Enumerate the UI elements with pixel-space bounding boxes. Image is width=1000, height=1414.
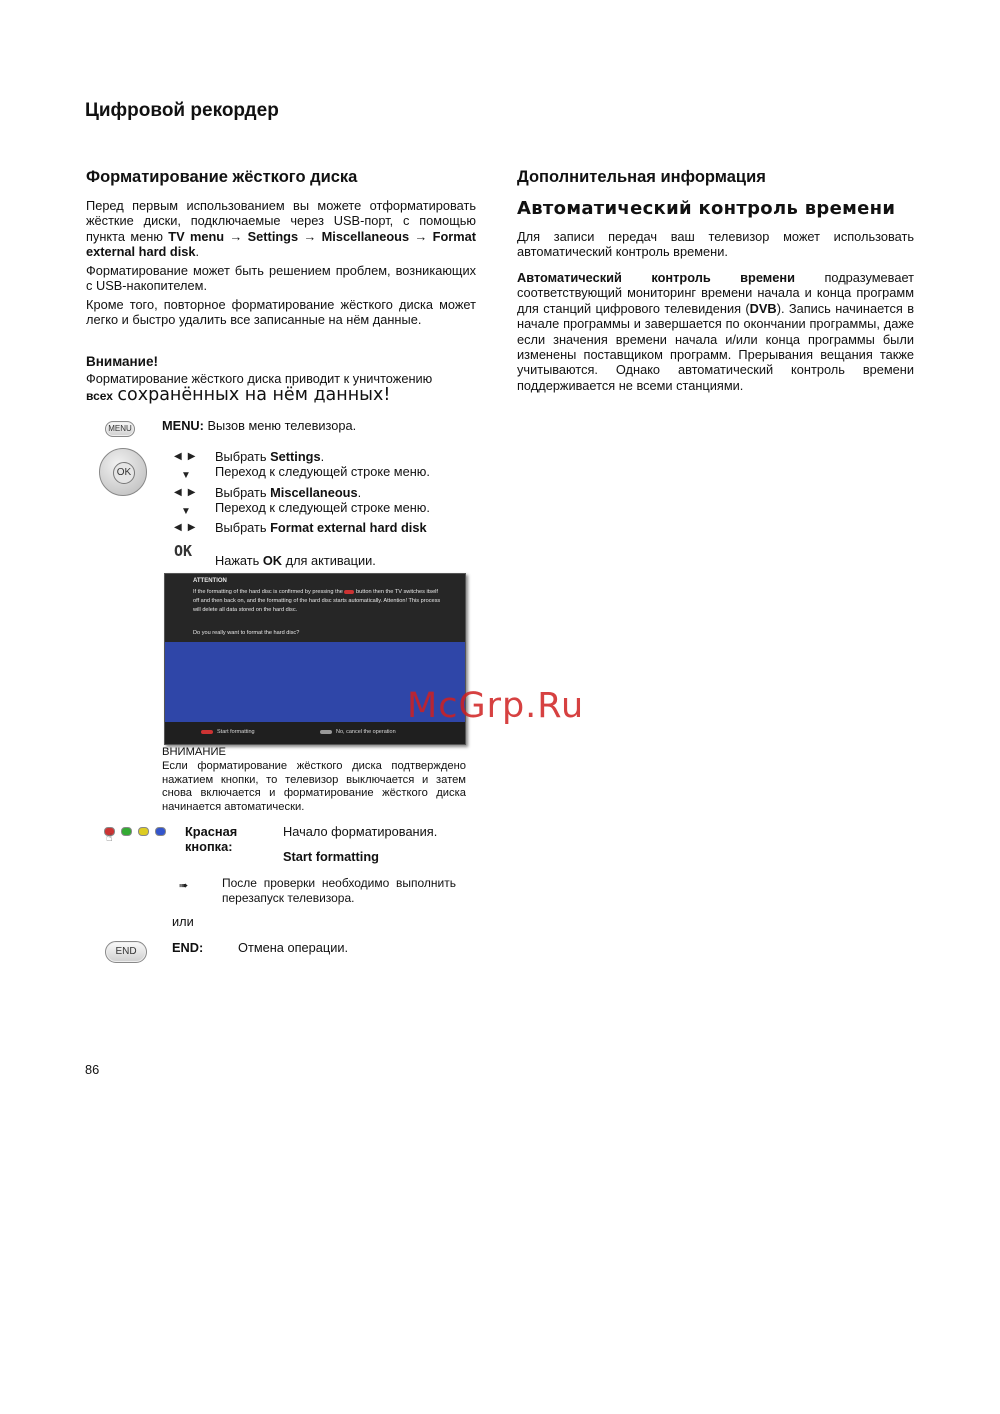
red-bold: Start formatting [283, 849, 379, 864]
intro-end: . [195, 244, 200, 260]
select-prefix: Выбрать [215, 520, 271, 535]
right-paragraph-1: Для записи передач ваш телевизор может использовать автоматический контроль времени. [517, 229, 914, 260]
select-prefix: Выбрать [215, 449, 271, 464]
right-subheading: Автоматический контроль времени [517, 198, 896, 219]
left-right-arrows-icon: ◀▶ [174, 487, 202, 498]
caption-text: Если форматирование жёсткого диска подтверждено нажатием кнопки, то телевизор выключается и затем снова включается и форматирование жёсткого диска начинается автоматически. [162, 760, 466, 813]
yellow-dot-icon [138, 827, 149, 836]
tv-body-b: button then the TV switches itself off and then back on, and the formatting of the hard disc starts automatically. Attention! This process will delete all data stored on the hard disc. [193, 589, 441, 613]
menu-button-icon: MENU [105, 421, 135, 437]
end-label: END: [172, 940, 204, 955]
tv-start-label: Start formatting [217, 729, 255, 735]
menu-step [162, 418, 356, 433]
right-paragraph-2 [517, 270, 914, 393]
settings-target: Settings [270, 449, 321, 464]
warning-text: Форматирование жёсткого диска приводит к уничтожению [86, 371, 433, 386]
step-format [215, 520, 427, 535]
green-dot-icon [121, 827, 132, 836]
note-text: После проверки необходимо выполнить перезапуск телевизора. [222, 876, 456, 905]
page-title: Цифровой рекордер [85, 100, 279, 121]
tv-cancel-option [320, 729, 396, 735]
blue-dot-icon [155, 827, 166, 836]
para2-b: ). Запись начинается в начале программы и завершается по окончании программы, даже если значения времени начала и/или конца программы были изменены поставщиком программ. Прерывания вещания также учитываются. Однако автоматический контроль времени поддерживается не всеми станциями. [517, 300, 914, 393]
left-heading: Форматирование жёсткого диска [86, 168, 358, 186]
para2-a: подразумевает соответствующий мониторинг времени начала и конца программ для станций цифрового телевидения ( [517, 270, 914, 316]
intro-text: Перед первым использованием вы можете отформатировать жёсткие диски, подключаемые через USB-порт, с помощью пункта меню [86, 198, 476, 244]
dpad-icon [99, 448, 147, 496]
color-buttons-icon [104, 827, 166, 836]
next-line-2: Переход к следующей строке меню. [215, 500, 430, 515]
left-right-arrows-icon: ◀▶ [174, 451, 202, 462]
page-number: 86 [85, 1062, 100, 1077]
watermark: McGrp.Ru [407, 686, 585, 726]
paragraph-2: Форматирование может быть решением проблем, возникающих с USB-накопителем. [86, 263, 476, 294]
ok-button-icon: OK [174, 542, 193, 560]
menu-text: Вызов меню телевизора. [207, 418, 357, 433]
tv-body-a: If the formatting of the hard disc is confirmed by pressing the [193, 589, 343, 595]
down-arrow-icon: ▼ [181, 470, 197, 481]
tv-question: Do you really want to format the hard disc? [193, 630, 300, 636]
tv-start-option [201, 729, 255, 735]
or-text: или [172, 914, 194, 929]
warning-all: всех [86, 389, 113, 403]
next-line-1: Переход к следующей строке меню. [215, 464, 430, 479]
tv-attention: ATTENTION [193, 578, 227, 584]
select-prefix: Выбрать [215, 485, 271, 500]
tv-cancel-label: No, cancel the operation [336, 729, 396, 735]
tv-body [193, 588, 443, 614]
dpad-ok-icon: OK [113, 462, 135, 484]
paragraph-3: Кроме того, повторное форматирование жёсткого диска может легко и быстро удалить все записанные на нём данные. [86, 297, 476, 328]
ok-pre: Нажать [215, 553, 263, 568]
miscellaneous-target: Miscellaneous [270, 485, 358, 500]
left-right-arrows-icon: ◀▶ [174, 522, 202, 533]
warning-line-2 [86, 385, 390, 405]
dvb-term: DVB [749, 300, 777, 316]
pointer-icon: ☝ [106, 832, 113, 844]
warning-title: Внимание! [86, 354, 158, 369]
menu-label: MENU: [162, 418, 204, 433]
step-miscellaneous [215, 485, 361, 500]
down-arrow-icon: ▼ [181, 506, 197, 517]
suffix: . [357, 485, 362, 500]
red-text: Начало форматирования. [283, 824, 438, 839]
red-label: Красная кнопка: [185, 824, 238, 855]
suffix: . [320, 449, 325, 464]
red-button-icon [344, 590, 354, 594]
caption-title: ВНИМАНИЕ [162, 746, 226, 758]
right-heading: Дополнительная информация [517, 168, 766, 186]
warning-rest: сохранённых на нём данных! [117, 385, 391, 405]
red-button-icon [201, 730, 213, 734]
ok-post: для активации. [282, 553, 376, 568]
atc-term: Автоматический контроль времени [517, 270, 795, 285]
end-text: Отмена операции. [238, 940, 349, 955]
ok-bold: OK [262, 553, 283, 568]
intro-paragraph [86, 198, 476, 260]
step-settings [215, 449, 324, 464]
end-button-icon: END [105, 941, 147, 963]
menu-path: TV menu → Settings → Miscellaneous → Format external hard disk [86, 228, 476, 260]
ok-step [215, 553, 376, 568]
format-target: Format external hard disk [270, 520, 427, 535]
end-button-icon [320, 730, 332, 734]
note-arrow-icon: ➠ [179, 880, 189, 892]
